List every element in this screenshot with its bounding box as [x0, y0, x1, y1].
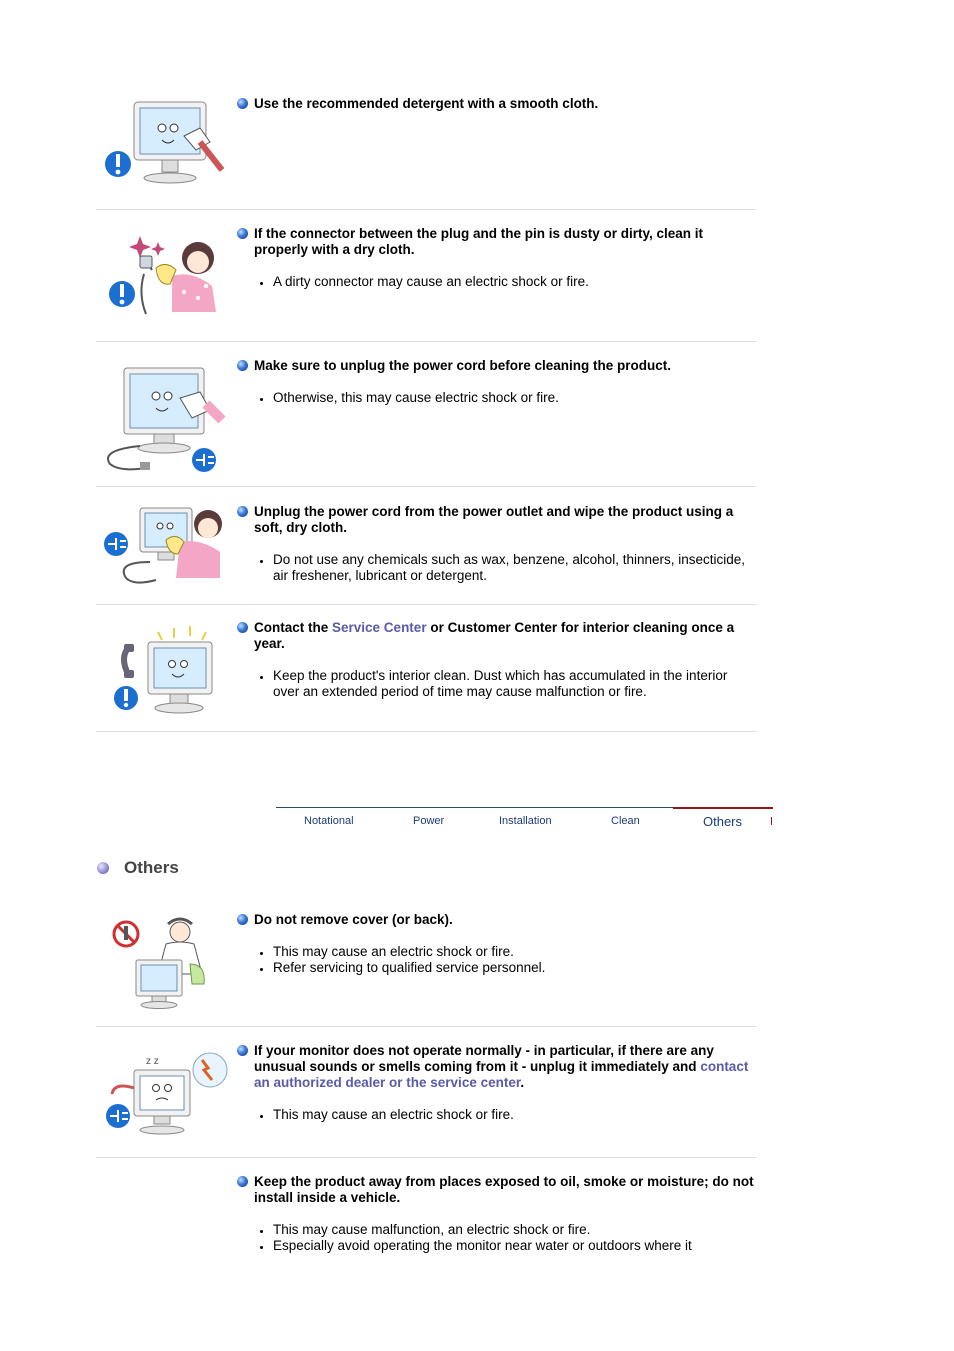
caution-item-unplug-before-cleaning: [96, 356, 756, 480]
blue-bullet-icon: [237, 1045, 248, 1056]
list-item: This may cause an electric shock or fire.: [273, 1107, 757, 1123]
section-title: Others: [97, 858, 179, 878]
connector-cleaning-illustration: [100, 232, 228, 316]
caution-heading: Do not remove cover (or back).: [237, 912, 757, 928]
tab-notational[interactable]: Notational: [304, 815, 354, 827]
service-center-link[interactable]: Service Center: [332, 620, 427, 635]
divider: [96, 1157, 756, 1158]
blue-bullet-icon: [237, 506, 248, 517]
caution-details: [237, 274, 757, 290]
caution-heading: If your monitor does not operate normally - in particular, if there are any unusual sounds or smells coming from it - unplug it immediately and contact an authorized dealer or the service center.: [237, 1043, 757, 1091]
divider: [96, 731, 756, 732]
caution-item-detergent: [96, 92, 756, 202]
caution-item-oil-smoke-moisture: [96, 1173, 756, 1273]
unplug-monitor-illustration: [100, 362, 228, 474]
divider: [96, 1026, 756, 1027]
service-center-link[interactable]: contact an authorized dealer or the service center: [254, 1059, 749, 1090]
caution-details: [237, 944, 757, 976]
caution-item-interior-cleaning: [96, 620, 756, 724]
divider: [96, 209, 756, 210]
caution-details: [237, 1222, 757, 1254]
caution-details: [237, 1107, 757, 1123]
list-item: A dirty connector may cause an electric shock or fire.: [273, 274, 757, 290]
nav-active-line: [673, 807, 773, 809]
list-item: This may cause an electric shock or fire.: [273, 944, 757, 960]
caution-item-connector: [96, 224, 756, 334]
tab-clean[interactable]: Clean: [611, 815, 640, 827]
blue-bullet-icon: [237, 98, 248, 109]
list-item: Otherwise, this may cause electric shock or fire.: [273, 390, 757, 406]
monitor-cleaning-illustration: [100, 96, 228, 188]
tab-installation[interactable]: Installation: [499, 815, 552, 827]
caution-item-do-not-remove-cover: [96, 910, 756, 1020]
svg-text:z z: z z: [146, 1056, 159, 1067]
list-item: Refer servicing to qualified service personnel.: [273, 960, 757, 976]
purple-orb-icon: [97, 862, 109, 874]
no-disassembly-illustration: [100, 914, 228, 1010]
caution-heading: Contact the Service Center or Customer Center for interior cleaning once a year.: [237, 620, 757, 652]
blue-bullet-icon: [237, 1176, 248, 1187]
nav-end-mark: [771, 817, 772, 825]
list-item: This may cause malfunction, an electric shock or fire.: [273, 1222, 757, 1238]
list-item: Especially avoid operating the monitor near water or outdoors where it: [273, 1238, 757, 1254]
divider: [96, 604, 756, 605]
abnormal-smell-illustration: [100, 1048, 228, 1138]
tab-others[interactable]: Others: [703, 814, 743, 829]
nav-line: [276, 807, 673, 808]
blue-bullet-icon: [237, 914, 248, 925]
caution-heading: Unplug the power cord from the power outlet and wipe the product using a soft, dry cloth.: [237, 504, 757, 536]
caution-details: [237, 552, 757, 584]
caution-details: [237, 390, 757, 406]
blue-bullet-icon: [237, 228, 248, 239]
caution-heading: Keep the product away from places exposed to oil, smoke or moisture; do not install inside a vehicle.: [237, 1174, 757, 1206]
divider: [96, 486, 756, 487]
caution-item-abnormal-operation: [96, 1042, 756, 1152]
list-item: Keep the product's interior clean. Dust which has accumulated in the interior over an extended period of time may cause malfunction or fire.: [273, 668, 757, 700]
list-item: Do not use any chemicals such as wax, benzene, alcohol, thinners, insecticide, air freshener, lubricant or detergent.: [273, 552, 757, 584]
wipe-monitor-illustration: [100, 504, 228, 592]
blue-bullet-icon: [237, 622, 248, 633]
caution-details: [237, 668, 757, 700]
section-nav: [276, 807, 773, 831]
phone-service-illustration: [100, 624, 228, 716]
divider: [96, 341, 756, 342]
caution-heading: Use the recommended detergent with a smooth cloth.: [237, 96, 757, 112]
caution-heading: Make sure to unplug the power cord before cleaning the product.: [237, 358, 757, 374]
tab-power[interactable]: Power: [413, 815, 445, 827]
caution-heading: If the connector between the plug and the pin is dusty or dirty, clean it properly with a dry cloth.: [237, 226, 757, 258]
blue-bullet-icon: [237, 360, 248, 371]
caution-item-wipe-dry-cloth: [96, 502, 756, 598]
